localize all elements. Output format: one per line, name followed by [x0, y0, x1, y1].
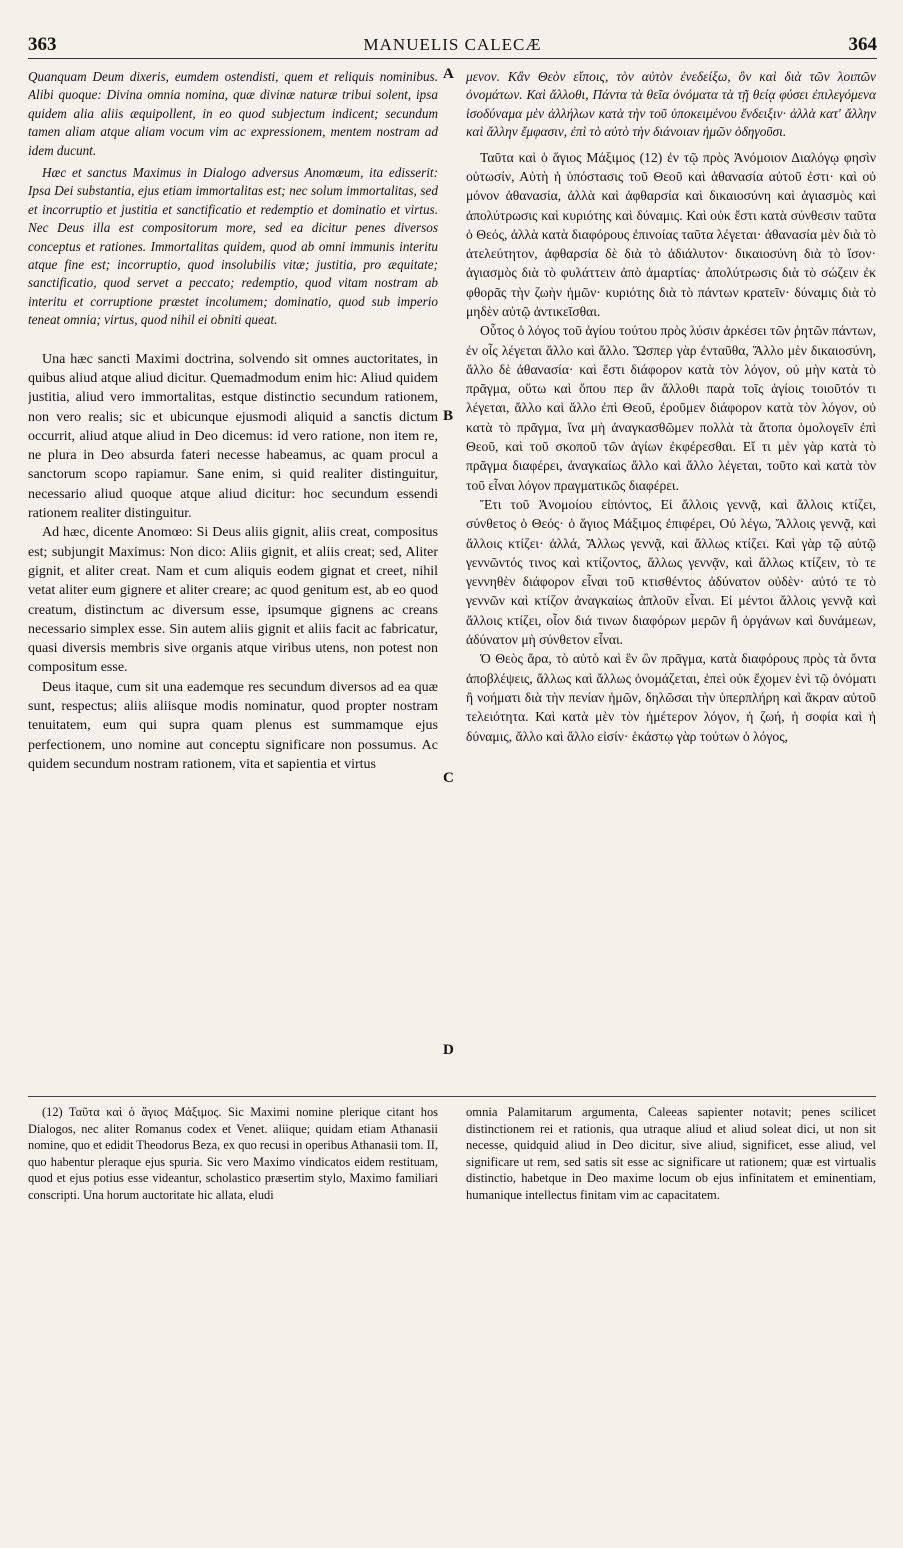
running-head: [28, 34, 877, 59]
greek-paragraph-3: Οὗτος ὁ λόγος τοῦ ἁγίου τούτου πρὸς λύσιν ἀρκέσει τῶν ῥητῶν πάντων, ἐν οἷς λέγεται ἄλλο καὶ ἄλλο. Ὥσπερ γὰρ ἐνταῦθα, Ἄλλο μὲν δικαιοσύνη, ἄλλο δὲ ἀθανασία· καὶ ἔστι διάφορον κατὰ τὸν λόγον, οὐ μὴν κατὰ τὸ πρᾶγμα, οὕτω καὶ ὅπου περ ἂν ἄλλοθι παρὰ τοῖς ἁγίοις τοιοῦτόν τι λέγεται, ἄλλο καὶ ἄλλο ἐπὶ Θεοῦ, ἐροῦμεν διάφορον κατὰ τὸν λόγον, οὐ κατὰ τὸ πρᾶγμα, ἵνα μὴ ἀναγκασθῶμεν πολλὰ τὰ ἄτοπα ὁμολογεῖν ἐπὶ Θεοῦ, καὶ τοῦ σκοποῦ τῶν ἁγίων ἐκφέρεσθαι. Εἴ τι μὲν γὰρ κατὰ τὸ πρᾶγμα διαφέρει, ἀναγκαίως ἄλλο καὶ ἄλλο λέγεται, τοῦτο καὶ κατὰ τὸν τοῦ εἶναι λόγον πραγματικῶς διαφέρει.: [466, 323, 876, 493]
greek-paragraph-4: Ἔτι τοῦ Ἀνομοίου εἰπόντος, Εἰ ἄλλοις γεννᾷ, καὶ ἄλλοις κτίζει, σύνθετος ὁ Θεός· ὁ ἅγιος Μάξιμος ἐπιφέρει, Οὐ λέγω, Ἄλλοις γεννᾷ, καὶ ἄλλοις κτίζει· ἀλλά, Ἄλλως γεννᾷ, καὶ ἄλλως κτίζει. Καὶ γὰρ τῷ αὐτῷ γεννῶντός τινος καὶ κτίζοντος, ἄλλως γεννᾷν, καὶ ἄλλως κτίζειν, τὸ τε γεννηθὲν διάφορον εἶναι τοῦ κτισθέντος ἀδύνατον οὐδὲν· αὐτό τε τὸ γεννῶν καὶ κτίζον ἀναγκαίως ἁπλοῦν εἶναι. Εἰ μέντοι ἄλλοις γεννᾷ καὶ ἄλλοις κτίζει, οἷον διά τινων διαφόρων μερῶν ἢ ὀργάνων καὶ δυνάμεων, ἀδύνατον μὴ σύνθετον εἶναι.: [466, 496, 876, 648]
latin-paragraph-2: Hæc et sanctus Maximus in Dialogo adversus Anomœum, ita edisserit: Ipsa Dei substantia, ejus etiam immortalitas est; nec solum immortalitas, sed et incorruptio et justitia et sanctificatio et redemptio et dominatio et virtus. Nec Deus illa est compositorum more, sed ea dicitur penes diversos conceptus et rationes. Immortalitas quidem, quod ab omni immunis interitu atque fine est; incorruptio, quod insolubilis vitæ; justitia, pro æquitate; sanctificatio, quod servet a peccato; redemptio, quod vitam nostram ab interitu et corruptione præstet incolumem; dominatio, quod sub imperio teneat omnia; virtus, quod nihil ei obniti queat.: [28, 165, 438, 328]
footnote-right: [466, 1104, 876, 1524]
greek-paragraph-1: μενον. Κἂν Θεὸν εἴποις, τὸν αὐτὸν ἐνεδείξω, ὃν καὶ διὰ τῶν λοιπῶν ὀνομάτων. Καὶ ἄλλοθι, Πάντα τὰ θεῖα ὀνόματα τὰ τῇ θείᾳ φύσει ἐπιλεγόμενα ἰσοδύναμα μὲν ἀλλήλων κατὰ τὴν τοῦ ὑποκειμένου ἔνδειξιν· ἀλλὰ κατ' ἄλλην καὶ ἄλλην ἔμφασιν, ἐπὶ τὸ αὐτὸ τὴν διάνοιαν ἡμῶν ὁδηγοῦσι.: [466, 69, 876, 140]
greek-column: [466, 68, 876, 1088]
footnote-12: (12) Ταῦτα καὶ ὁ ἅγιος Μάξιμος. Sic Maximi nomine plerique citant hos Dialogos, nec aliter Romanus codex et Venet. aliique; quidam etiam Athanasii nomine, quo et edidit Theodorus Beza, ex quo recusi in operibus Athanasii tom. II, quo habentur pleraque ejus spuria. Sic vero Maximo vindicatos eidem restituam, quod et ejus potius esse videantur, scholastico præsertim stylo, Maximo familiari conscripti. Una horum auctoritate hic allata, eludi: [28, 1105, 438, 1202]
latin-paragraph-1: Quanquam Deum dixeris, eumdem ostendisti, quem et reliquis nominibus. Alibi quoque: Divina omnia nomina, quæ divinæ naturæ tribui solent, ipsa quidem alia aliis æquipollent, in eo quod subjectum indicent; secundum tamen aliam atque aliam vocum vim ac expressionem, mentem nostram ad idem ducunt.: [28, 69, 438, 158]
greek-paragraph-5: Ὁ Θεὸς ἄρα, τὸ αὐτὸ καὶ ἓν ὢν πρᾶγμα, κατὰ διαφόρους πρὸς τὰ ὄντα ἀποβλέψεις, ἄλλως καὶ ἄλλως ὀνομάζεται, ἐπεὶ οὐκ ἔχομεν ἑνὶ τῷ ὀνόματι ἢ νοήματι διὰ τὴν πενίαν ἡμῶν, δηλῶσαι τὴν ὑπερπλήρη καὶ ἄκραν αὐτοῦ τελειότητα. Καὶ κατὰ μὲν τὸν ἡμέτερον λόγον, ἡ ζωή, ἡ σοφία καὶ ἡ δύναμις, ἄλλο καὶ ἄλλο εἰσίν· ἑκάστῳ γὰρ τούτων ὁ λόγος,: [466, 651, 876, 744]
footnote-continuation: omnia Palamitarum argumenta, Caleeas sapienter notavit; penes scilicet distinctionem rei et rationis, qua utraque aliud et aliud soleat dici, ut non sit necesse, quidquid aliud in Deo dicitur, sive aliud, significet, esse aliud, vel significare ut rem, sed satis sit esse ac significare ut rationem; quæ est virtualis distinctio, habetque in Deo maxime locum ob ejus infinitatem et eminentiam, humanique intellectus finitam vim ac capacitatem.: [466, 1105, 876, 1202]
footnote-left: [28, 1104, 438, 1524]
margin-letter-a: A: [443, 66, 454, 82]
running-title: MANUELIS CALECÆ: [363, 35, 542, 54]
margin-letter-b: B: [443, 408, 454, 424]
footnote-rule: [28, 1096, 876, 1097]
margin-letter-c: C: [443, 770, 454, 786]
latin-paragraph-5: Deus itaque, cum sit una eademque res secundum diversos ad ea quæ sunt, respectus; aliis aliisque modis nominatur, quod propter nostram tenuitatem, eum qui supra quam plenus est summamque ejus perfectionem, uno nomine aut conceptu significare non possumus. Ac quidem secundum nostram rationem, vita et sapientia et virtus: [28, 679, 438, 772]
page-number-left: 363: [28, 34, 57, 55]
latin-paragraph-3: Una hæc sancti Maximi doctrina, solvendo sit omnes auctoritates, in quibus aliud atque aliud dicitur. Quemadmodum enim hic: Aliud quidem justitia, aliud vero immortalitas, estque distinctio secundum rationem, non vero realis; sic et ubicunque ejusmodi aliquid a sanctis dictum occurrit, aliud atque aliud in Deo dicemus: id vero ratione, non item re, ne plura in Deo absurda fateri necesse habeamus, ac quam procul a sanctorum scopo rapiamur. Sane enim, si quid realiter distinguitur, necessario aliud quoque atque aliud dicitur: hoc secundum essendi rationem realiter distinguitur.: [28, 351, 438, 522]
greek-paragraph-2: Ταῦτα καὶ ὁ ἅγιος Μάξιμος (12) ἐν τῷ πρὸς Ἀνόμοιον Διαλόγῳ φησὶν οὑτωσίν, Αὐτὴ ἡ ὑπόστασις τοῦ Θεοῦ καὶ ἀθανασία αὐτοῦ ἐστι· καὶ οὐ μόνον ἀθανασία, ἀλλὰ καὶ ἀφθαρσία καὶ δικαιοσύνη καὶ ἁγιασμὸς καὶ ἀπολύτρωσις καὶ κυριότης καὶ δύναμις. Καὶ οὐκ ἔστι κατὰ σύνθεσιν ταῦτα ὁ Θεός, ἀλλὰ κατὰ διαφόρους ἐπινοίας ταῦτα λέγεται· ἀθανασία μὲν διὰ τὸ ἀτελεύτητον, ἀφθαρσία δὲ διὰ τὸ ἀδιάλυτον· δικαιοσύνη διὰ τὸ ἴσον· ἁγιασμὸς διὰ τὸ φυλάττειν ἀπὸ ἁμαρτίας· ἀπολύτρωσις διὰ τὸ σώζειν ἐκ φθορᾶς τὴν ζωὴν ἡμῶν· κυριότης διὰ τὸ πάντων κρατεῖν· δύναμις διὰ τὸ μηδὲν αὐτῷ ἀντικεῖσθαι.: [466, 149, 876, 319]
margin-letter-d: D: [443, 1042, 454, 1058]
latin-paragraph-4: Ad hæc, dicente Anomœo: Si Deus aliis gignit, aliis creat, compositus est; subjungit Maximus: Non dico: Aliis gignit, et aliis creat; sed, Aliter gignit, et aliter creat. Nam et cum aliquis eodem gignat et creet, nihil vetat aliter eum gignere et aliter creare; ac quod genitum est, ab eo quod creatum, distinctum ac diversum esse, ipsumque gignens ac creans necessario simplex esse. Sin autem aliis gignit et aliis facit ac fabricatur, quasi diversis membris sive organis atque viribus utens, non potest non compositum esse.: [28, 525, 438, 676]
page-number-right: 364: [848, 34, 877, 55]
latin-column: [28, 68, 438, 1088]
